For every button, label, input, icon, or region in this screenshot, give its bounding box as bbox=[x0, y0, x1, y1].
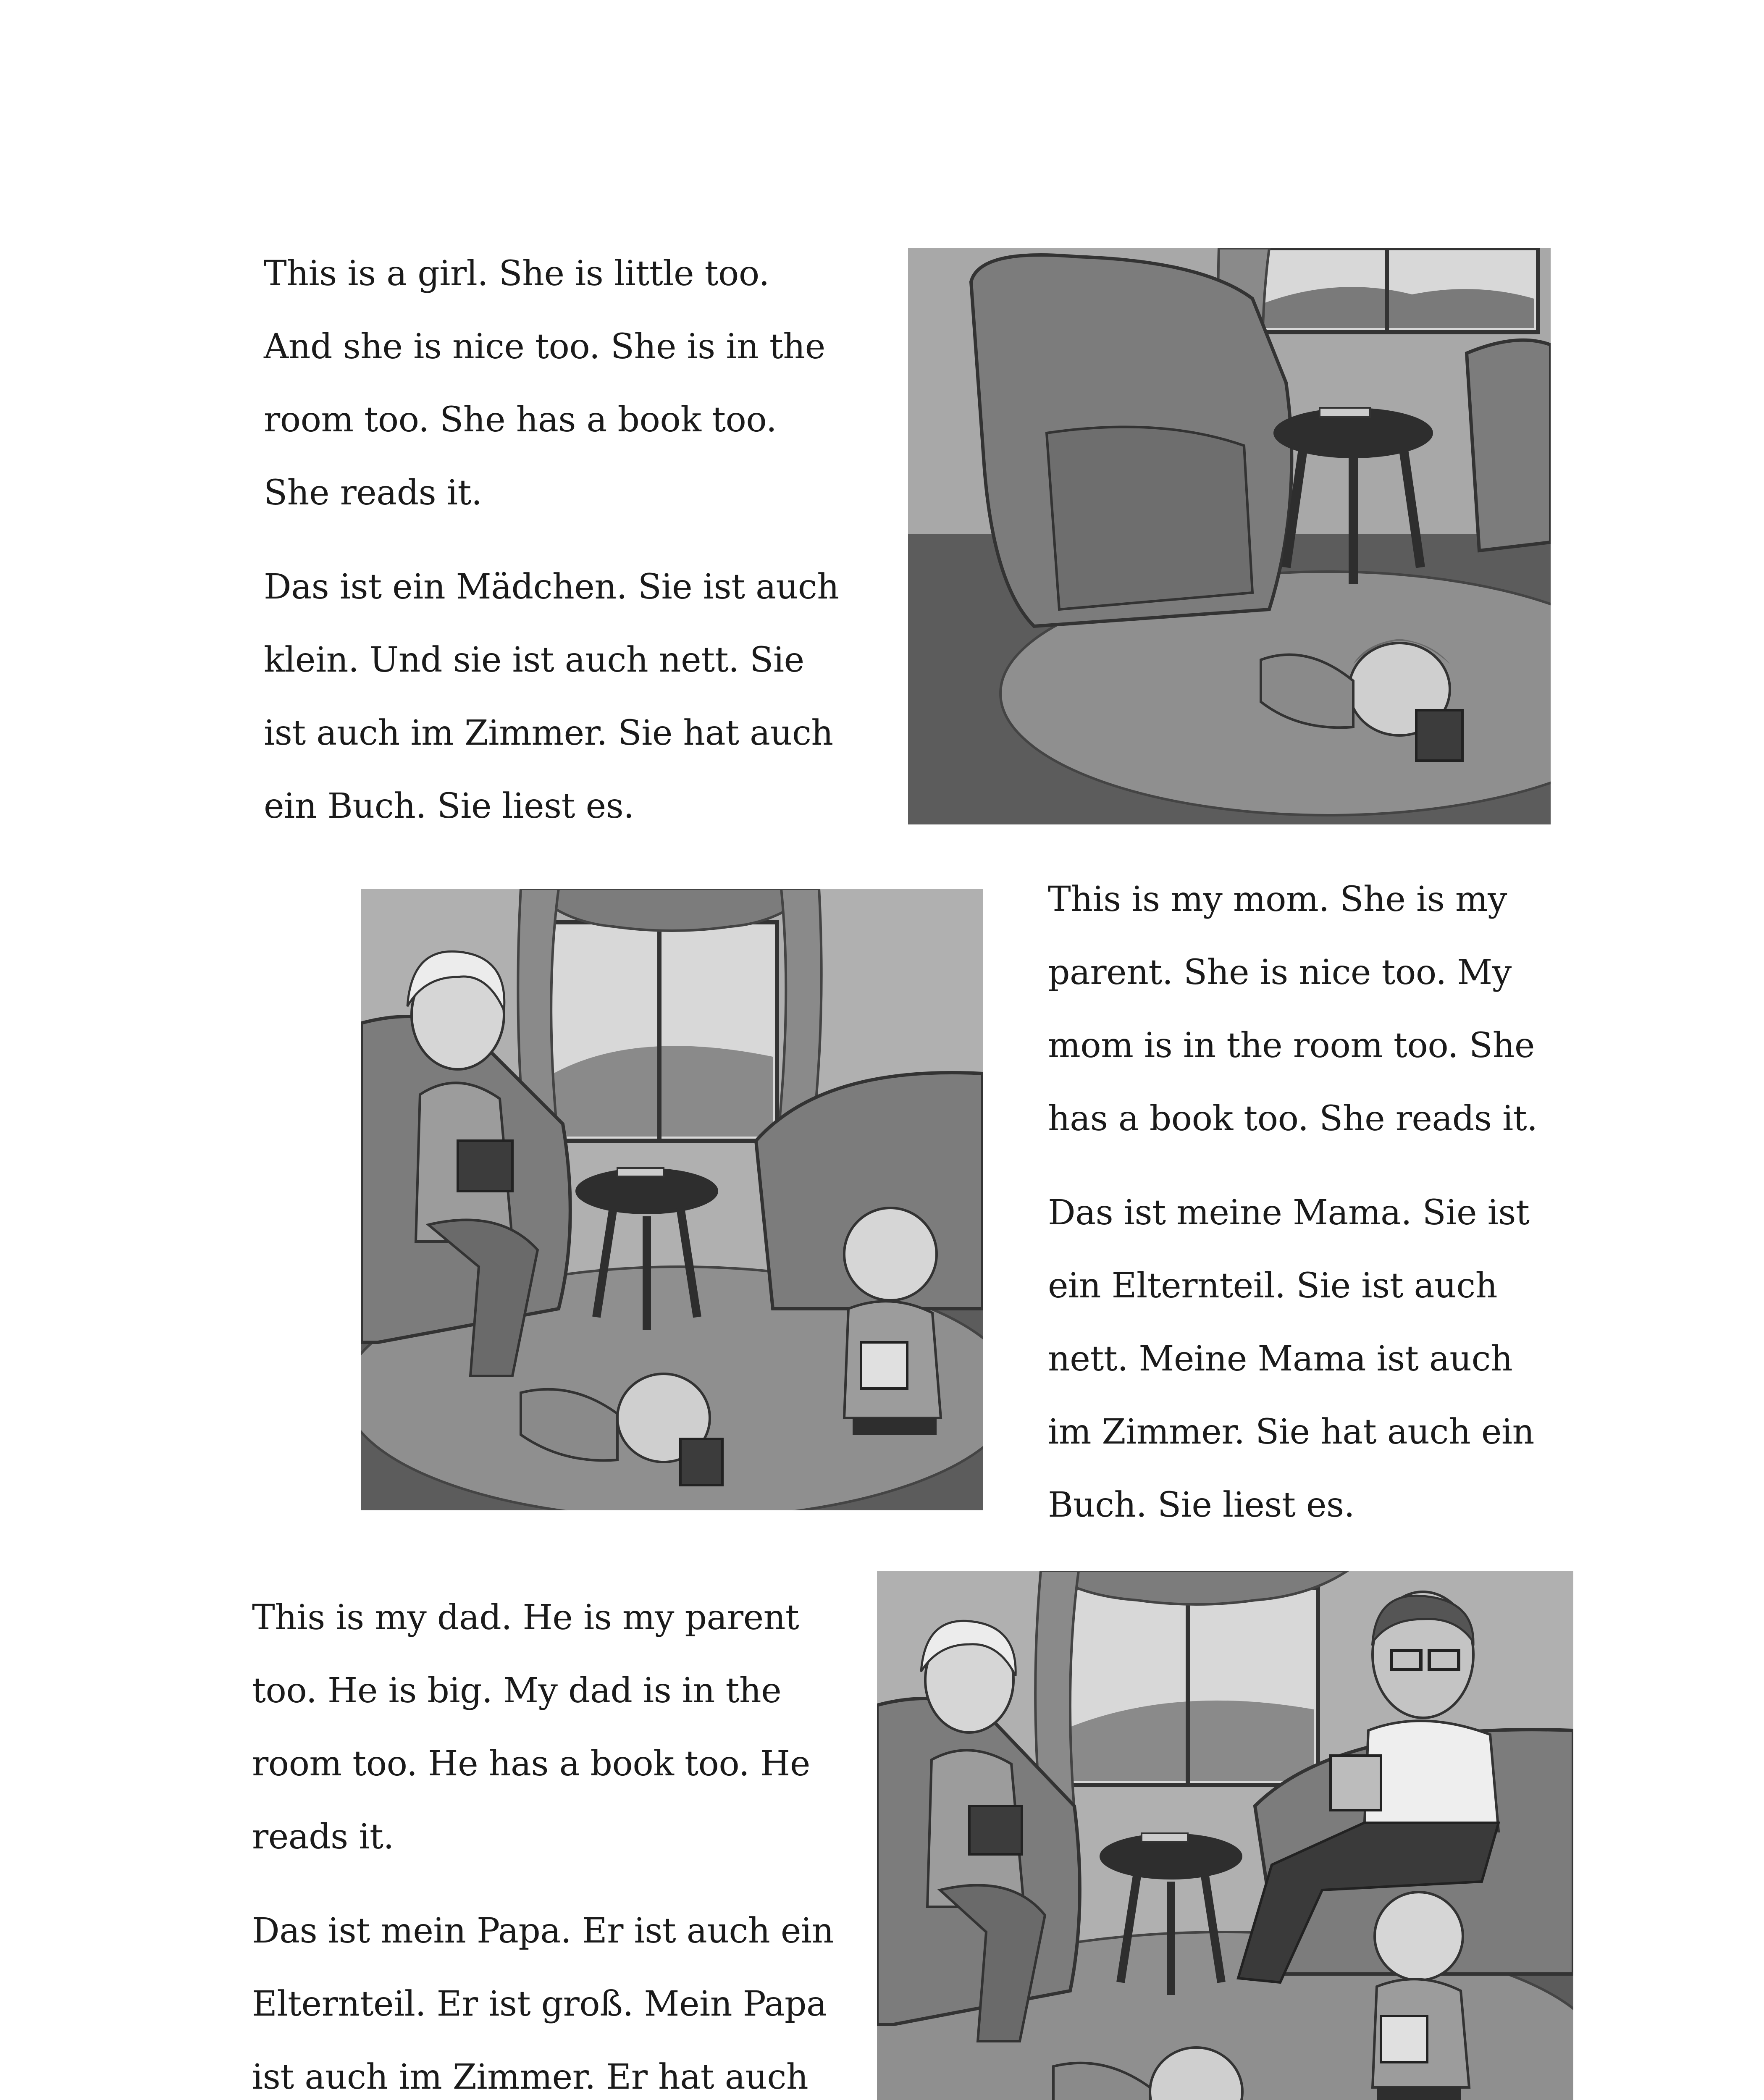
section-1-text bbox=[264, 237, 839, 843]
text-line: ein Elternteil. Sie ist auch bbox=[1048, 1266, 1498, 1306]
girl-reading-scene bbox=[908, 248, 1551, 824]
section-2-text bbox=[1048, 863, 1538, 1542]
text-line: Das ist ein Mädchen. Sie ist auch bbox=[264, 567, 839, 607]
text-line: room too. She has a book too. bbox=[264, 400, 777, 440]
text-line: This is my dad. He is my parent bbox=[252, 1598, 799, 1638]
family-reading-scene bbox=[877, 1571, 1573, 2100]
text-line: She reads it. bbox=[264, 473, 482, 513]
mom-reading-scene bbox=[361, 889, 983, 1510]
text-line: too. He is big. My dad is in the bbox=[252, 1671, 782, 1711]
text-line: Das ist mein Papa. Er ist auch ein bbox=[252, 1911, 834, 1951]
illustration-family-reading bbox=[877, 1571, 1573, 2100]
text-line: reads it. bbox=[252, 1817, 394, 1857]
text-line: has a book too. She reads it. bbox=[1048, 1099, 1538, 1139]
text-line: ein Buch. Sie liest es. bbox=[264, 786, 634, 826]
text-line: klein. Und sie ist auch nett. Sie bbox=[264, 640, 804, 680]
illustration-mom-reading bbox=[361, 889, 983, 1510]
illustration-girl-reading bbox=[908, 248, 1551, 824]
text-line: Elternteil. Er ist groß. Mein Papa bbox=[252, 1984, 827, 2024]
text-line: Das ist meine Mama. Sie ist bbox=[1048, 1193, 1530, 1233]
text-line: parent. She is nice too. My bbox=[1048, 953, 1512, 992]
text-line: This is my mom. She is my bbox=[1048, 879, 1507, 919]
text-line: mom is in the room too. She bbox=[1048, 1026, 1535, 1066]
text-line: ist auch im Zimmer. Sie hat auch bbox=[264, 713, 833, 753]
text-line: room too. He has a book too. He bbox=[252, 1744, 810, 1784]
text-line: Buch. Sie liest es. bbox=[1048, 1485, 1355, 1525]
text-line: nett. Meine Mama ist auch bbox=[1048, 1339, 1513, 1379]
text-line: This is a girl. She is little too. bbox=[264, 254, 769, 294]
text-line: ist auch im Zimmer. Er hat auch bbox=[252, 2057, 808, 2097]
text-line: im Zimmer. Sie hat auch ein bbox=[1048, 1412, 1534, 1452]
section-3-text bbox=[252, 1581, 834, 2100]
text-line: And she is nice too. She is in the bbox=[264, 327, 825, 367]
